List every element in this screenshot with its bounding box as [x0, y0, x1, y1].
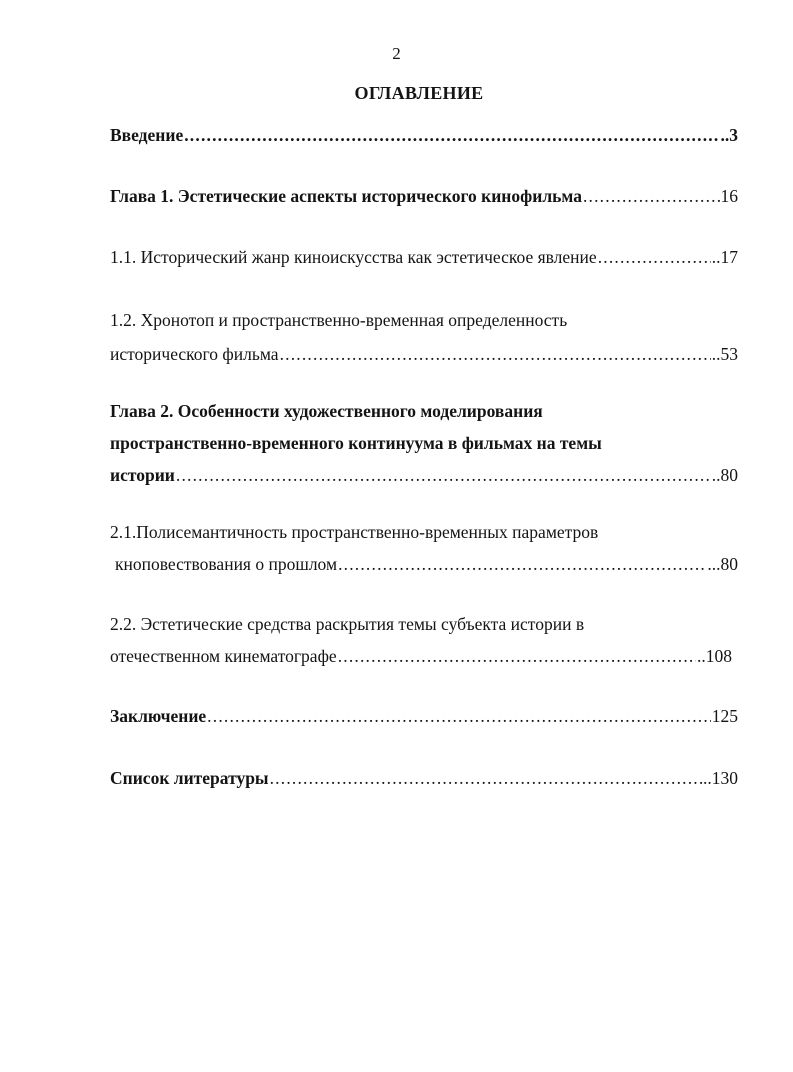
dot-leader	[280, 339, 711, 369]
toc-entry-text-line: 2.1.Полисемантичность пространственно-временных параметров	[110, 522, 599, 542]
toc-page-number: ...80	[707, 554, 738, 574]
toc-page-number: ..17	[711, 247, 738, 267]
toc-page-number: ..53	[711, 344, 738, 364]
toc-title: ОГЛАВЛЕНИЕ	[354, 83, 484, 103]
dot-leader	[207, 701, 711, 731]
dot-leader	[270, 763, 702, 793]
toc-entry-section-1-2	[110, 305, 738, 369]
dot-leader	[598, 242, 711, 272]
toc-entry-text-line: Глава 2. Особенности художественного моделирования	[110, 401, 543, 421]
toc-page-number: ..3	[720, 125, 738, 145]
toc-entry-text-line: 1.2. Хронотоп и пространственно-временная определенность	[110, 310, 568, 330]
dot-leader	[338, 641, 696, 671]
toc-entry-text-line: 2.2. Эстетические средства раскрытия темы субъекта истории в	[110, 614, 585, 634]
toc-entry-references	[110, 763, 738, 793]
toc-entry-section-2-1	[110, 517, 738, 579]
toc-entry-text: Введение	[110, 125, 184, 145]
toc-entry-text: исторического фильма	[110, 344, 279, 364]
toc-entry-text-line: пространственно-временного континуума в фильмах на темы	[110, 433, 602, 453]
dot-leader	[184, 120, 719, 150]
toc-entry-section-1-1	[110, 242, 738, 272]
toc-page-number: ..130	[703, 768, 738, 788]
toc-entry-section-2-2	[110, 609, 738, 671]
toc-entry-text: отечественном кинематографе	[110, 646, 337, 666]
toc-entry-text: Глава 1. Эстетические аспекты исторического кинофильма	[110, 186, 582, 206]
page-number: 2	[392, 44, 401, 63]
toc-page-number: ..108	[697, 646, 732, 666]
toc-entry-text: Список литературы	[110, 768, 269, 788]
toc-page-number: 16	[720, 186, 738, 206]
dot-leader	[338, 549, 706, 579]
toc-entry-text: 1.1. Исторический жанр киноискусства как эстетическое явление	[110, 247, 597, 267]
toc-entry-conclusion	[110, 701, 738, 731]
toc-page-number: 125	[711, 706, 738, 726]
toc-entry-introduction	[110, 120, 738, 150]
toc-entry-chapter-2	[110, 396, 738, 490]
toc-entry-text: Заключение	[110, 706, 207, 726]
toc-entry-chapter-1	[110, 181, 738, 211]
toc-entry-text: кноповествования о прошлом	[115, 554, 338, 574]
toc-page-number: ..80	[711, 465, 738, 485]
dot-leader	[583, 181, 720, 211]
toc-entry-text: истории	[110, 465, 175, 485]
dot-leader	[176, 460, 711, 490]
